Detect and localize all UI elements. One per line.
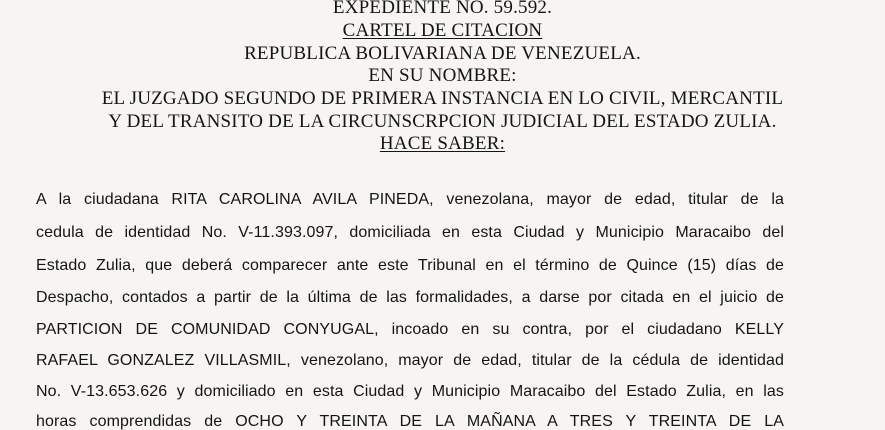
expediente-number: EXPEDIENTE NO. 59.592. — [332, 0, 553, 18]
body-line-4: Despacho, contados a partir de la última de las formalidades, a darse por citada en el juicio de — [36, 289, 784, 306]
hace-saber-heading: HACE SABER: — [379, 133, 506, 154]
body-line-2: cedula de identidad No. V-11.393.097, domiciliada en esta Ciudad y Municipio Maracaibo del — [36, 224, 784, 241]
body-line-8: horas comprendidas de OCHO Y TREINTA DE LA MAÑANA A TRES Y TREINTA DE LA — [36, 413, 784, 430]
en-su-nombre-heading: EN SU NOMBRE: — [368, 65, 517, 86]
body-line-1: A la ciudadana RITA CAROLINA AVILA PINEDA, venezolana, mayor de edad, titular de la — [36, 191, 784, 208]
juzgado-heading-line-2: Y DEL TRANSITO DE LA CIRCUNSCRPCION JUDICIAL DEL ESTADO ZULIA. — [108, 111, 777, 132]
republica-heading: REPUBLICA BOLIVARIANA DE VENEZUELA. — [244, 43, 641, 64]
juzgado-heading-line-1: EL JUZGADO SEGUNDO DE PRIMERA INSTANCIA EN LO CIVIL, MERCANTIL — [101, 88, 784, 109]
body-line-5: PARTICION DE COMUNIDAD CONYUGAL, incoado en su contra, por el ciudadano KELLY — [36, 321, 784, 338]
body-line-7: No. V-13.653.626 y domiciliado en esta Ciudad y Municipio Maracaibo del Estado Zulia, en las — [36, 383, 784, 400]
cartel-title: CARTEL DE CITACION — [342, 20, 543, 41]
body-line-3: Estado Zulia, que deberá comparecer ante este Tribunal en el término de Quince (15) días de — [36, 257, 784, 274]
body-line-6: RAFAEL GONZALEZ VILLASMIL, venezolano, mayor de edad, titular de la cédula de identidad — [36, 352, 784, 369]
